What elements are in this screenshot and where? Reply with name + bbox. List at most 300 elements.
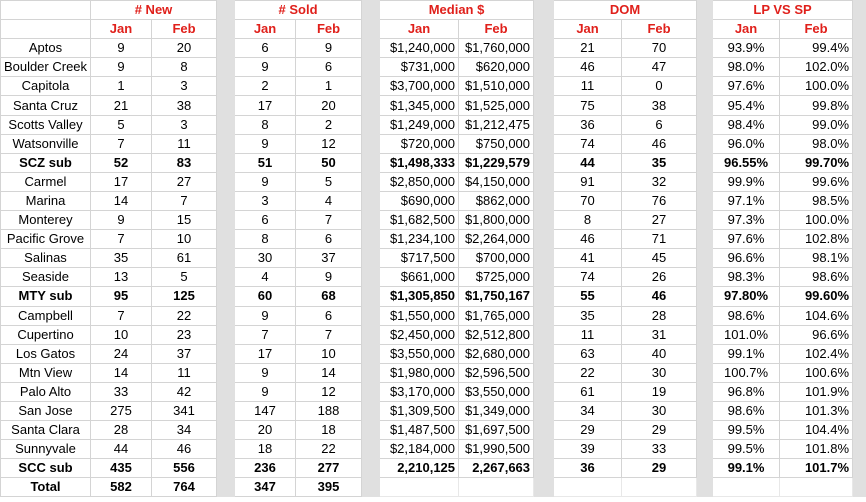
median-feb-label: Feb	[459, 20, 534, 39]
column-gap	[217, 211, 235, 230]
column-gap	[217, 58, 235, 77]
row-label: Carmel	[1, 172, 91, 191]
column-gap	[853, 153, 866, 172]
lpsp-feb-cell: 101.7%	[780, 459, 853, 478]
median-feb-cell: 2,267,663	[459, 459, 534, 478]
column-gap	[362, 306, 380, 325]
lpsp-feb-cell: 100.0%	[780, 211, 853, 230]
column-gap	[362, 268, 380, 287]
sold-feb-cell: 12	[296, 134, 362, 153]
row-label: SCZ sub	[1, 153, 91, 172]
new-jan-cell: 1	[91, 77, 152, 96]
row-label: Marina	[1, 191, 91, 210]
column-gap	[697, 211, 713, 230]
lpsp-feb-cell: 99.60%	[780, 287, 853, 306]
lpsp-feb-cell: 96.6%	[780, 325, 853, 344]
sold-feb-cell: 395	[296, 478, 362, 497]
median-feb-cell: $1,525,000	[459, 96, 534, 115]
new-feb-cell: 3	[152, 77, 217, 96]
column-gap	[853, 306, 866, 325]
column-gap	[217, 153, 235, 172]
column-gap	[534, 211, 554, 230]
new-jan-cell: 21	[91, 96, 152, 115]
column-gap	[853, 401, 866, 420]
sold-jan-cell: 8	[235, 115, 296, 134]
sold-jan-label: Jan	[235, 20, 296, 39]
column-gap	[697, 325, 713, 344]
row-label: Total	[1, 478, 91, 497]
lpsp-jan-cell: 98.6%	[713, 306, 780, 325]
sold-jan-cell: 147	[235, 401, 296, 420]
sold-feb-cell: 5	[296, 172, 362, 191]
lpsp-jan-cell: 101.0%	[713, 325, 780, 344]
new-feb-cell: 38	[152, 96, 217, 115]
column-gap	[534, 77, 554, 96]
table-row	[1, 249, 866, 268]
column-gap	[362, 39, 380, 58]
row-label: MTY sub	[1, 287, 91, 306]
sold-jan-cell: 18	[235, 440, 296, 459]
column-gap	[534, 478, 554, 497]
median-feb-cell: $1,697,500	[459, 421, 534, 440]
sold-feb-cell: 7	[296, 325, 362, 344]
column-gap	[534, 459, 554, 478]
lpsp-feb-cell: 101.8%	[780, 440, 853, 459]
table-row	[1, 287, 866, 306]
dom-feb-label: Feb	[622, 20, 697, 39]
lpsp-jan-cell: 96.8%	[713, 382, 780, 401]
new-feb-cell: 34	[152, 421, 217, 440]
median-feb-cell: $2,512,800	[459, 325, 534, 344]
column-gap	[853, 344, 866, 363]
column-gap	[853, 268, 866, 287]
column-gap	[362, 77, 380, 96]
column-gap	[534, 421, 554, 440]
column-gap	[217, 39, 235, 58]
lpsp-feb-cell: 101.9%	[780, 382, 853, 401]
lpsp-jan-cell: 97.1%	[713, 191, 780, 210]
column-gap	[853, 39, 866, 58]
new-jan-cell: 435	[91, 459, 152, 478]
column-gap	[217, 249, 235, 268]
median-feb-cell: $700,000	[459, 249, 534, 268]
new-jan-cell: 9	[91, 39, 152, 58]
lpsp-feb-cell: 104.4%	[780, 421, 853, 440]
column-gap	[217, 421, 235, 440]
lpsp-jan-cell: 96.0%	[713, 134, 780, 153]
table-row	[1, 211, 866, 230]
new-feb-cell: 83	[152, 153, 217, 172]
new-feb-cell: 7	[152, 191, 217, 210]
column-gap	[534, 440, 554, 459]
column-gap	[853, 325, 866, 344]
lpsp-jan-cell: 96.6%	[713, 249, 780, 268]
column-gap	[853, 382, 866, 401]
dom-jan-cell: 74	[554, 268, 622, 287]
dom-jan-cell: 36	[554, 459, 622, 478]
column-gap	[697, 401, 713, 420]
table-row	[1, 306, 866, 325]
median-feb-cell: $1,229,579	[459, 153, 534, 172]
row-label: Palo Alto	[1, 382, 91, 401]
column-gap	[853, 172, 866, 191]
sold-feb-cell: 68	[296, 287, 362, 306]
lpsp-jan-cell: 96.55%	[713, 153, 780, 172]
lpsp-feb-cell: 101.3%	[780, 401, 853, 420]
median-jan-label: Jan	[380, 20, 459, 39]
dom-jan-cell: 11	[554, 77, 622, 96]
row-label: Seaside	[1, 268, 91, 287]
table-row	[1, 230, 866, 249]
table-row	[1, 96, 866, 115]
table-row	[1, 134, 866, 153]
lpsp-feb-cell: 100.6%	[780, 363, 853, 382]
row-label: Scotts Valley	[1, 115, 91, 134]
sold-feb-cell: 22	[296, 440, 362, 459]
new-feb-cell: 22	[152, 306, 217, 325]
column-gap	[534, 191, 554, 210]
table-row	[1, 440, 866, 459]
lpsp-feb-cell: 98.5%	[780, 191, 853, 210]
row-label: Monterey	[1, 211, 91, 230]
sold-feb-cell: 50	[296, 153, 362, 172]
lpsp-jan-cell: 98.0%	[713, 58, 780, 77]
sold-feb-cell: 14	[296, 363, 362, 382]
new-feb-cell: 27	[152, 172, 217, 191]
column-gap	[217, 230, 235, 249]
row-label: Boulder Creek	[1, 58, 91, 77]
column-gap	[697, 172, 713, 191]
median-feb-cell: $750,000	[459, 134, 534, 153]
column-gap	[853, 249, 866, 268]
sold-jan-cell: 8	[235, 230, 296, 249]
lpsp-feb-cell: 98.6%	[780, 268, 853, 287]
column-gap	[362, 115, 380, 134]
lpsp-jan-cell: 97.6%	[713, 77, 780, 96]
sold-feb-cell: 6	[296, 230, 362, 249]
column-gap	[534, 344, 554, 363]
sold-jan-cell: 9	[235, 306, 296, 325]
sold-feb-cell: 4	[296, 191, 362, 210]
column-gap	[362, 287, 380, 306]
header-row	[1, 1, 866, 20]
table-row	[1, 58, 866, 77]
column-gap	[534, 249, 554, 268]
median-jan-cell: $1,249,000	[380, 115, 459, 134]
new-feb-cell: 20	[152, 39, 217, 58]
dom-jan-cell: 70	[554, 191, 622, 210]
lpsp-feb-cell: 102.8%	[780, 230, 853, 249]
new-jan-cell: 14	[91, 363, 152, 382]
dom-jan-cell: 11	[554, 325, 622, 344]
column-gap	[853, 211, 866, 230]
median-feb-cell: $2,680,000	[459, 344, 534, 363]
column-gap	[697, 134, 713, 153]
lpsp-jan-label: Jan	[713, 20, 780, 39]
median-feb-cell: $1,990,500	[459, 440, 534, 459]
column-gap	[853, 230, 866, 249]
table-row	[1, 77, 866, 96]
new-jan-cell: 582	[91, 478, 152, 497]
table-row	[1, 478, 866, 497]
column-gap	[853, 287, 866, 306]
column-gap	[697, 58, 713, 77]
sold-jan-cell: 9	[235, 134, 296, 153]
dom-feb-cell: 30	[622, 401, 697, 420]
column-gap	[362, 249, 380, 268]
median-jan-cell: $1,498,333	[380, 153, 459, 172]
sold-jan-cell: 51	[235, 153, 296, 172]
lpsp-jan-cell	[713, 478, 780, 497]
new-jan-cell: 7	[91, 134, 152, 153]
dom-jan-cell	[554, 478, 622, 497]
column-gap	[853, 96, 866, 115]
lpsp-feb-cell: 100.0%	[780, 77, 853, 96]
new-jan-cell: 13	[91, 268, 152, 287]
column-gap	[217, 344, 235, 363]
new-feb-cell: 125	[152, 287, 217, 306]
column-gap	[362, 440, 380, 459]
median-feb-cell: $2,596,500	[459, 363, 534, 382]
sold-feb-cell: 20	[296, 96, 362, 115]
new-jan-cell: 24	[91, 344, 152, 363]
sold-jan-cell: 236	[235, 459, 296, 478]
median-jan-cell: $1,305,850	[380, 287, 459, 306]
lpsp-feb-cell: 102.0%	[780, 58, 853, 77]
column-gap	[362, 421, 380, 440]
sold-jan-cell: 3	[235, 191, 296, 210]
column-gap	[534, 153, 554, 172]
dom-feb-cell: 29	[622, 459, 697, 478]
column-gap	[697, 440, 713, 459]
column-gap	[697, 77, 713, 96]
new-jan-cell: 14	[91, 191, 152, 210]
table-row	[1, 115, 866, 134]
median-feb-cell: $862,000	[459, 191, 534, 210]
header-dom: DOM	[554, 1, 697, 20]
median-feb-cell: $4,150,000	[459, 172, 534, 191]
column-gap	[217, 172, 235, 191]
row-label: Watsonville	[1, 134, 91, 153]
dom-jan-cell: 46	[554, 58, 622, 77]
column-gap	[697, 382, 713, 401]
lpsp-jan-cell: 99.5%	[713, 421, 780, 440]
table-row	[1, 363, 866, 382]
column-gap	[362, 325, 380, 344]
dom-feb-cell: 27	[622, 211, 697, 230]
dom-feb-cell: 71	[622, 230, 697, 249]
row-label: Santa Clara	[1, 421, 91, 440]
sold-feb-cell: 37	[296, 249, 362, 268]
header-new: # New	[91, 1, 217, 20]
dom-jan-cell: 41	[554, 249, 622, 268]
sold-jan-cell: 9	[235, 363, 296, 382]
column-gap	[534, 401, 554, 420]
column-gap	[217, 134, 235, 153]
dom-feb-cell: 38	[622, 96, 697, 115]
median-jan-cell: $1,345,000	[380, 96, 459, 115]
column-gap	[534, 268, 554, 287]
column-gap	[534, 39, 554, 58]
table-row	[1, 421, 866, 440]
column-gap	[853, 459, 866, 478]
table-row	[1, 401, 866, 420]
new-feb-cell: 3	[152, 115, 217, 134]
column-gap	[217, 287, 235, 306]
lpsp-feb-cell: 99.6%	[780, 172, 853, 191]
median-feb-cell: $1,510,000	[459, 77, 534, 96]
column-gap	[217, 401, 235, 420]
column-gap	[362, 191, 380, 210]
new-jan-cell: 52	[91, 153, 152, 172]
column-gap	[853, 134, 866, 153]
dom-jan-cell: 74	[554, 134, 622, 153]
column-gap	[217, 363, 235, 382]
new-feb-cell: 61	[152, 249, 217, 268]
dom-jan-cell: 61	[554, 382, 622, 401]
dom-jan-cell: 29	[554, 421, 622, 440]
dom-feb-cell: 26	[622, 268, 697, 287]
new-jan-cell: 33	[91, 382, 152, 401]
table-row	[1, 325, 866, 344]
column-gap	[534, 382, 554, 401]
column-gap	[853, 115, 866, 134]
column-gap	[697, 191, 713, 210]
sold-jan-cell: 17	[235, 96, 296, 115]
month-blank	[1, 20, 91, 39]
lpsp-jan-cell: 98.3%	[713, 268, 780, 287]
column-gap	[697, 344, 713, 363]
dom-jan-cell: 39	[554, 440, 622, 459]
median-jan-cell: $720,000	[380, 134, 459, 153]
dom-jan-cell: 35	[554, 306, 622, 325]
new-feb-cell: 46	[152, 440, 217, 459]
sold-jan-cell: 4	[235, 268, 296, 287]
lpsp-feb-cell: 102.4%	[780, 344, 853, 363]
dom-jan-cell: 75	[554, 96, 622, 115]
row-label: SCC sub	[1, 459, 91, 478]
new-feb-cell: 556	[152, 459, 217, 478]
new-feb-cell: 37	[152, 344, 217, 363]
header-median: Median $	[380, 1, 534, 20]
median-jan-cell: $1,309,500	[380, 401, 459, 420]
column-gap	[217, 306, 235, 325]
median-feb-cell: $725,000	[459, 268, 534, 287]
column-gap	[697, 115, 713, 134]
lpsp-feb-cell: 99.8%	[780, 96, 853, 115]
column-gap	[697, 268, 713, 287]
median-feb-cell: $1,349,000	[459, 401, 534, 420]
new-feb-label: Feb	[152, 20, 217, 39]
new-jan-cell: 28	[91, 421, 152, 440]
median-jan-cell: $2,850,000	[380, 172, 459, 191]
row-label: Campbell	[1, 306, 91, 325]
column-gap	[534, 58, 554, 77]
column-gap	[362, 134, 380, 153]
median-jan-cell: $1,240,000	[380, 39, 459, 58]
dom-jan-cell: 63	[554, 344, 622, 363]
column-gap	[217, 440, 235, 459]
dom-feb-cell: 46	[622, 287, 697, 306]
new-feb-cell: 764	[152, 478, 217, 497]
sold-jan-cell: 347	[235, 478, 296, 497]
table-row	[1, 344, 866, 363]
new-jan-cell: 7	[91, 230, 152, 249]
column-gap	[217, 325, 235, 344]
median-jan-cell: $3,550,000	[380, 344, 459, 363]
sold-feb-cell: 9	[296, 268, 362, 287]
sold-feb-cell: 9	[296, 39, 362, 58]
median-jan-cell: 2,210,125	[380, 459, 459, 478]
row-label: Santa Cruz	[1, 96, 91, 115]
sold-feb-cell: 2	[296, 115, 362, 134]
column-gap	[697, 39, 713, 58]
sold-jan-cell: 7	[235, 325, 296, 344]
column-gap	[534, 115, 554, 134]
column-gap	[853, 58, 866, 77]
dom-feb-cell: 0	[622, 77, 697, 96]
median-feb-cell: $1,765,000	[459, 306, 534, 325]
column-gap	[217, 382, 235, 401]
column-gap	[534, 325, 554, 344]
median-feb-cell: $1,760,000	[459, 39, 534, 58]
column-gap	[362, 211, 380, 230]
sold-feb-cell: 6	[296, 306, 362, 325]
new-jan-cell: 35	[91, 249, 152, 268]
column-gap	[362, 401, 380, 420]
median-jan-cell: $1,980,000	[380, 363, 459, 382]
sold-feb-cell: 188	[296, 401, 362, 420]
dom-jan-cell: 36	[554, 115, 622, 134]
new-jan-cell: 9	[91, 58, 152, 77]
median-jan-cell: $1,234,100	[380, 230, 459, 249]
dom-feb-cell: 32	[622, 172, 697, 191]
column-gap	[362, 478, 380, 497]
lpsp-jan-cell: 98.4%	[713, 115, 780, 134]
sold-feb-cell: 277	[296, 459, 362, 478]
median-jan-cell: $1,682,500	[380, 211, 459, 230]
dom-feb-cell: 6	[622, 115, 697, 134]
dom-feb-cell: 45	[622, 249, 697, 268]
column-gap	[697, 287, 713, 306]
table-row	[1, 172, 866, 191]
column-gap	[534, 172, 554, 191]
column-gap	[534, 363, 554, 382]
dom-feb-cell: 76	[622, 191, 697, 210]
column-gap	[362, 153, 380, 172]
sold-feb-cell: 1	[296, 77, 362, 96]
column-gap	[217, 268, 235, 287]
median-feb-cell	[459, 478, 534, 497]
column-gap	[697, 459, 713, 478]
sold-jan-cell: 17	[235, 344, 296, 363]
row-label: Salinas	[1, 249, 91, 268]
new-jan-label: Jan	[91, 20, 152, 39]
dom-feb-cell: 29	[622, 421, 697, 440]
lpsp-jan-cell: 99.5%	[713, 440, 780, 459]
dom-jan-label: Jan	[554, 20, 622, 39]
new-feb-cell: 11	[152, 363, 217, 382]
lpsp-jan-cell: 99.1%	[713, 344, 780, 363]
dom-feb-cell: 46	[622, 134, 697, 153]
new-jan-cell: 95	[91, 287, 152, 306]
column-gap	[217, 96, 235, 115]
sold-feb-cell: 12	[296, 382, 362, 401]
column-gap	[697, 306, 713, 325]
dom-jan-cell: 22	[554, 363, 622, 382]
dom-jan-cell: 8	[554, 211, 622, 230]
column-gap	[217, 191, 235, 210]
